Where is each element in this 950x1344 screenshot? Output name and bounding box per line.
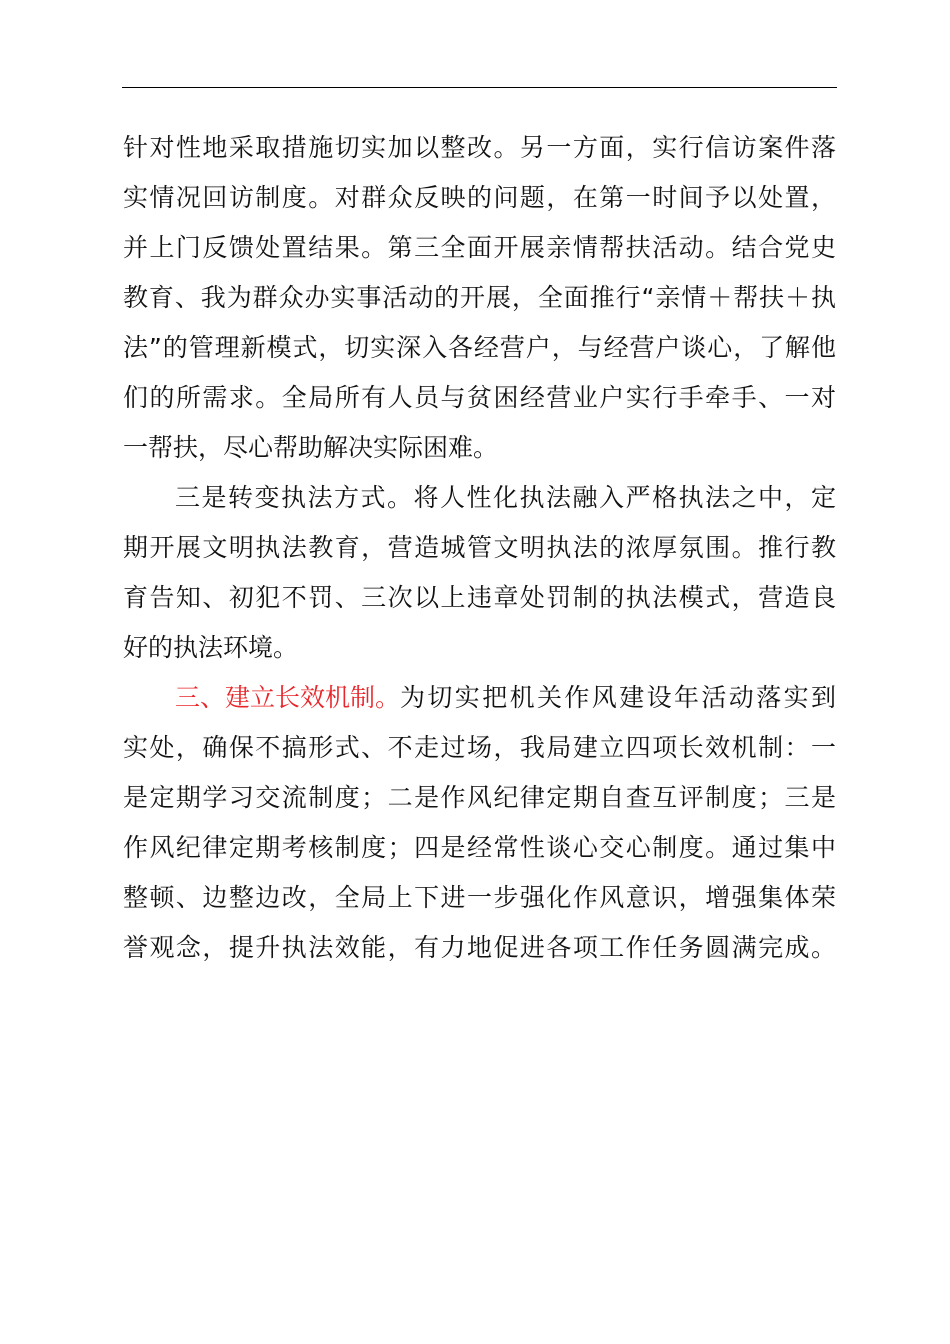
paragraph-2 (123, 473, 836, 673)
text-line (123, 673, 836, 723)
text-line: 实情况回访制度。对群众反映的问题，在第一时间予以处置， (123, 183, 836, 212)
text-line: 作风纪律定期考核制度；四是经常性谈心交心制度。通过集中 (123, 833, 836, 862)
text-line: 们的所需求。全局所有人员与贫困经营业户实行手牵手、一对 (123, 383, 836, 412)
section-heading: 三、建立长效机制。 (175, 683, 401, 712)
text-span: 为切实把机关作风建设年活动落实到 (400, 683, 836, 712)
paragraph-3 (123, 673, 836, 973)
text-line: 一帮扶，尽心帮助解决实际困难。 (123, 433, 499, 462)
text-line: 实处，确保不搞形式、不走过场，我局建立四项长效机制：一 (123, 733, 836, 762)
document-body (123, 123, 836, 973)
header-rule (122, 87, 837, 88)
text-line: 教育、我为群众办实事活动的开展，全面推行“亲情＋帮扶＋执 (123, 283, 836, 312)
text-line: 法”的管理新模式，切实深入各经营户，与经营户谈心，了解他 (123, 333, 836, 362)
text-line: 育告知、初犯不罚、三次以上违章处罚制的执法模式，营造良 (123, 583, 836, 612)
text-line: 是定期学习交流制度；二是作风纪律定期自查互评制度；三是 (123, 783, 836, 812)
text-line: 誉观念，提升执法效能，有力地促进各项工作任务圆满完成。 (123, 933, 836, 962)
text-line: 期开展文明执法教育，营造城管文明执法的浓厚氛围。推行教 (123, 533, 836, 562)
text-line: 针对性地采取措施切实加以整改。另一方面，实行信访案件落 (123, 133, 836, 162)
text-line: 整顿、边整边改，全局上下进一步强化作风意识，增强集体荣 (123, 883, 836, 912)
paragraph-1 (123, 123, 836, 473)
text-line: 三是转变执法方式。将人性化执法融入严格执法之中，定 (175, 483, 836, 512)
text-line: 好的执法环境。 (123, 633, 299, 662)
text-line: 并上门反馈处置结果。第三全面开展亲情帮扶活动。结合党史 (123, 233, 836, 262)
